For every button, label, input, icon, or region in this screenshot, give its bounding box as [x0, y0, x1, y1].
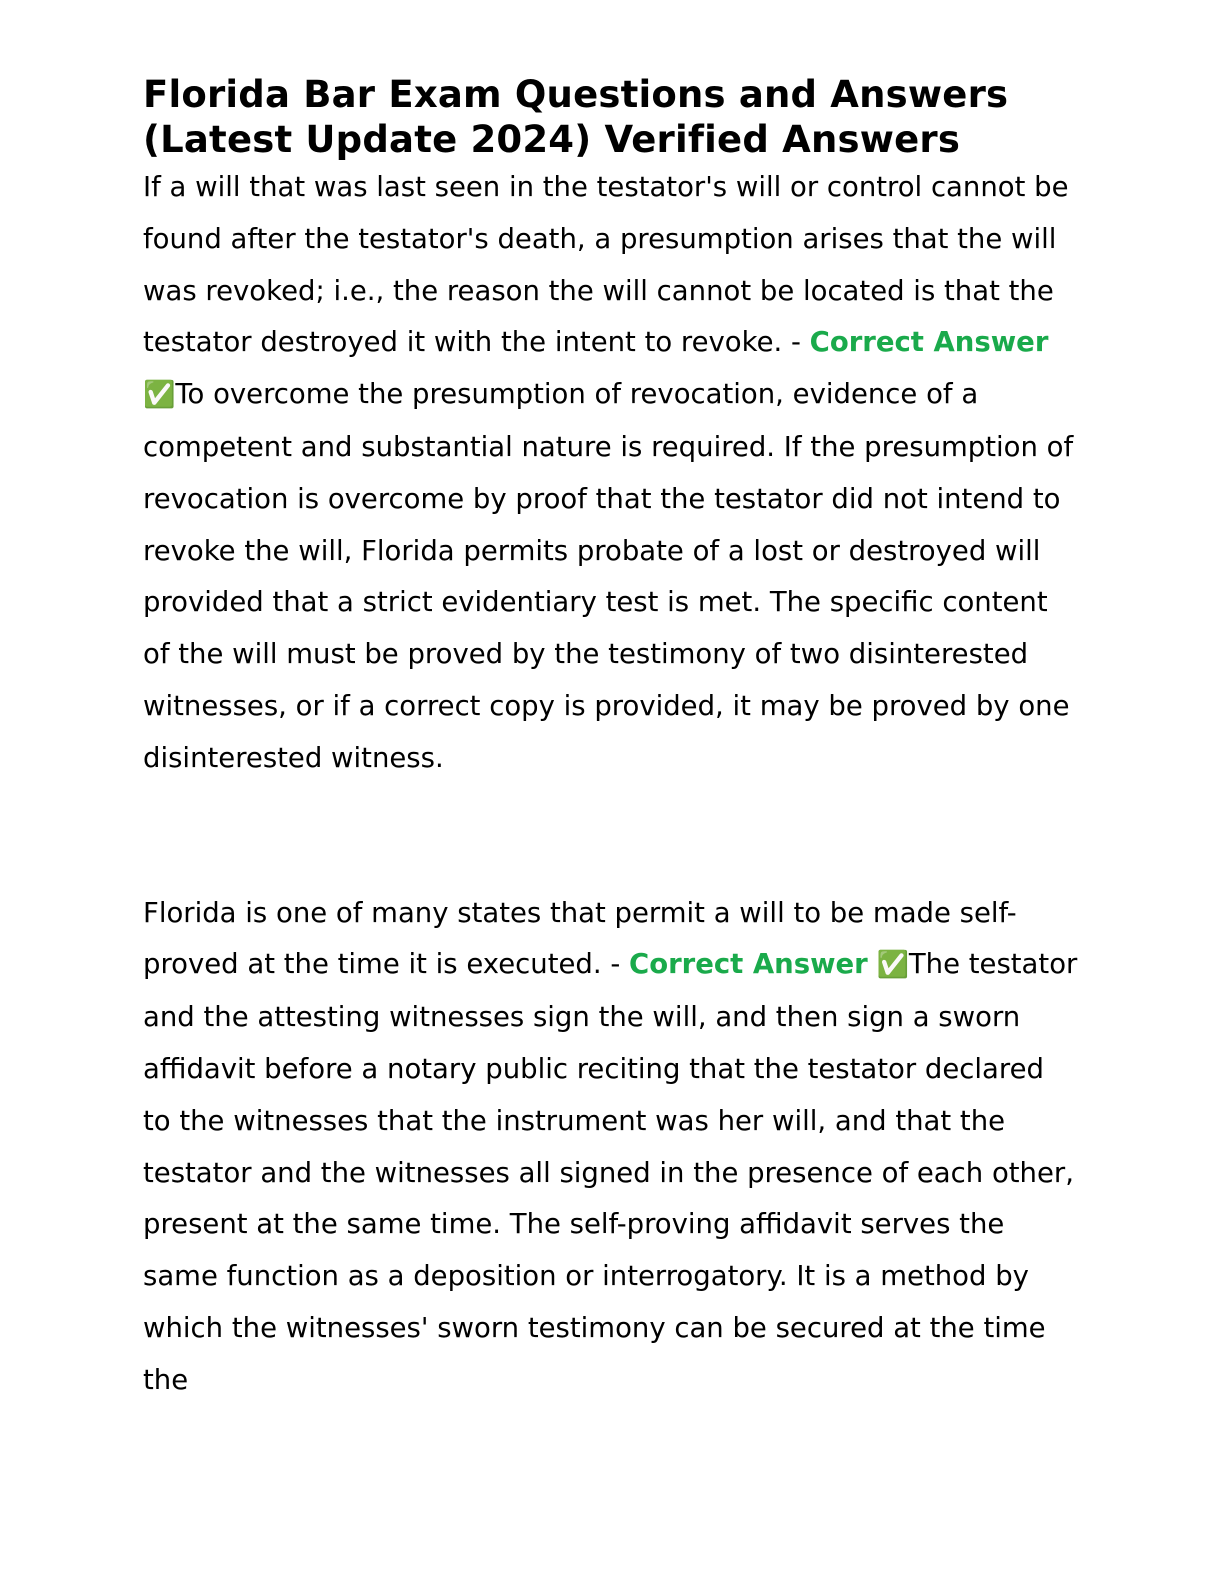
document-title: Florida Bar Exam Questions and Answers (Latest Update 2024) Verified Answers: [143, 73, 1009, 161]
document-page: [143, 72, 1078, 1407]
question-text: If a will that was last seen in the testator's will or control cannot be found after the testator's death, a presumption arises that the will was revoked; i.e., the reason the will cannot be located is that the testator destroyed it with the intent to revoke. -: [143, 171, 1069, 359]
qa-item-2: [143, 888, 1078, 1407]
check-mark-icon: ✅: [143, 380, 176, 411]
answer-text: The testator and the attesting witnesses sign the will, and then sign a sworn affidavit before a notary public reciting that the testator declared to the witnesses that the instrument was her will, and that the testator and the witnesses all signed in the presence of each other, present at the same time. The self-proving affidavit serves the same function as a deposition or interrogatory. It is a method by which the witnesses' sworn testimony can be secured at the time the: [143, 948, 1078, 1396]
question-text: Florida is one of many states that permit a will to be made self-proved at the time it is executed. -: [143, 896, 1017, 981]
qa-item-1: [143, 162, 1078, 785]
correct-answer-label: Correct Answer: [809, 326, 1049, 359]
correct-answer-label: Correct Answer: [629, 948, 868, 981]
answer-text: To overcome the presumption of revocation, evidence of a competent and substantial nature is required. If the presumption of revocation is overcome by proof that the testator did not intend to revoke the will, Florida permits probate of a lost or destroyed will provided that a strict evidentiary test is met. The specific content of the will must be proved by the testimony of two disinterested witnesses, or if a correct copy is provided, it may be proved by one disinterested witness.: [143, 378, 1074, 774]
check-mark-icon: ✅: [876, 950, 909, 981]
